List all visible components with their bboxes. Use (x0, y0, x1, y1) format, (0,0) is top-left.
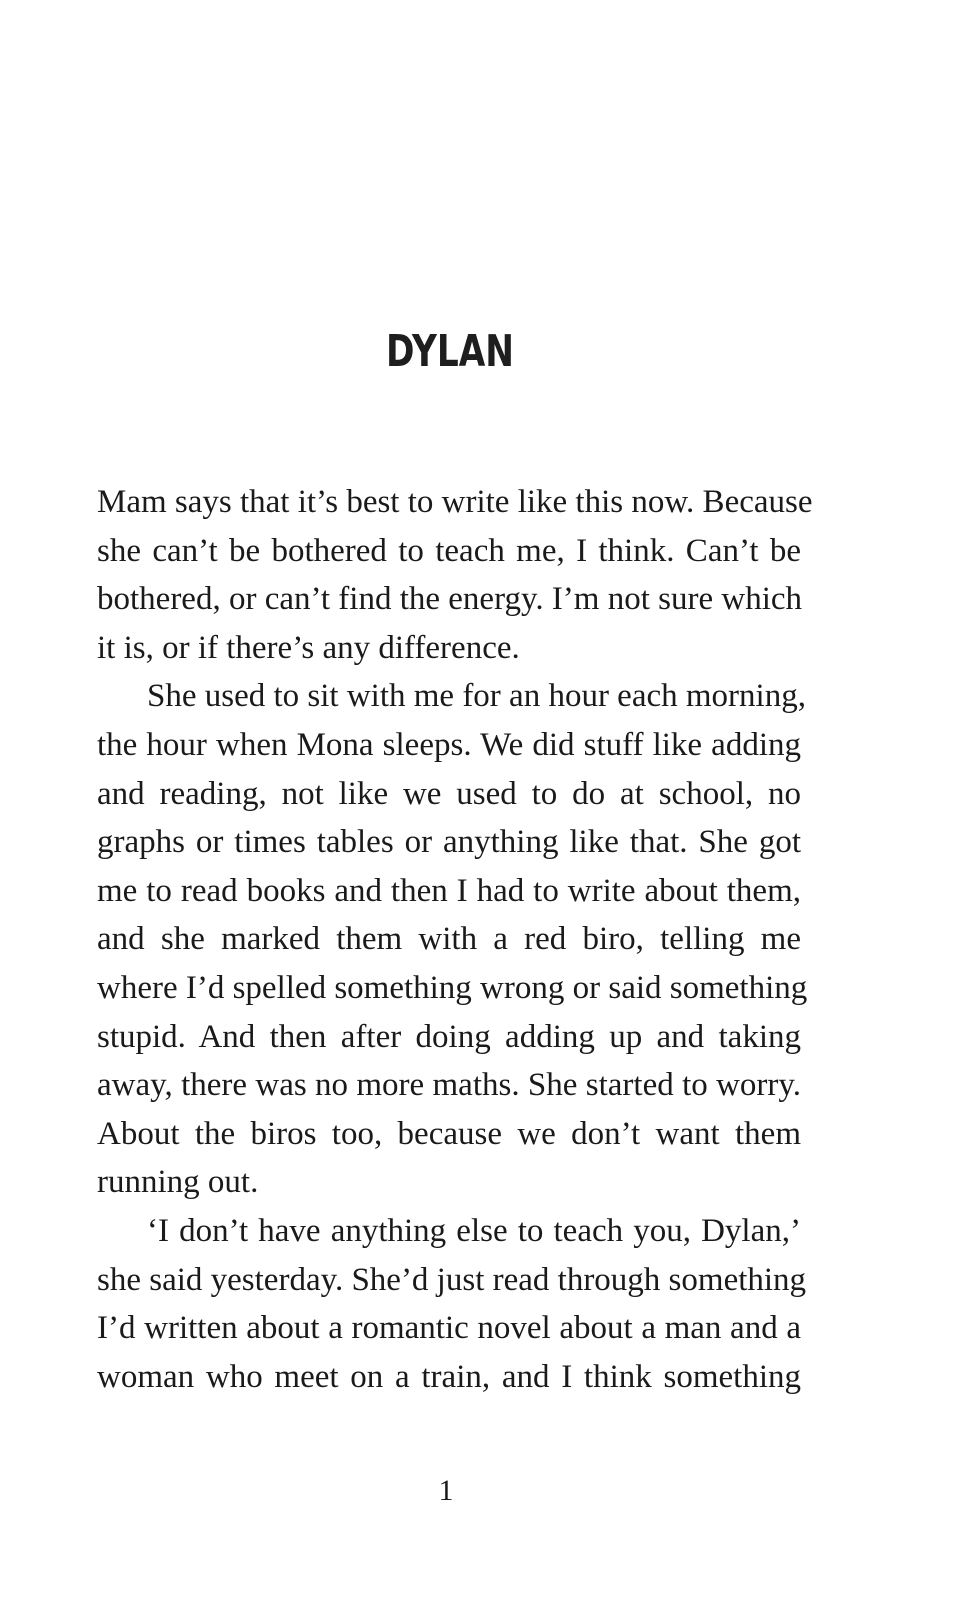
chapter-title: DYLAN (385, 326, 514, 377)
text-line: bothered, or can’t find the energy. I’m not sure which (97, 581, 803, 618)
text-line: running out. (97, 1164, 259, 1201)
paragraph-3 (97, 1207, 807, 1401)
text-line: woman who meet on a train, and I think something (97, 1358, 801, 1395)
text-line: ‘I don’t have anything else to teach you, Dylan,’ (147, 1212, 801, 1249)
paragraph-2 (97, 672, 808, 1207)
text-line: I’d written about a romantic novel about a man and a (97, 1310, 801, 1347)
text-line: stupid. And then after doing adding up and taking (97, 1018, 801, 1055)
text-line: she said yesterday. She’d just read through something (97, 1261, 807, 1298)
text-line: Mam says that it’s best to write like this now. Because (97, 484, 813, 520)
text-line: She used to sit with me for an hour each morning, (147, 678, 806, 715)
text-line: and she marked them with a red biro, telling me (97, 921, 801, 958)
text-line: graphs or times tables or anything like that. She got (97, 824, 801, 861)
text-line: where I’d spelled something wrong or said something (97, 969, 808, 1006)
text-line: it is, or if there’s any difference. (97, 629, 520, 666)
text-line: the hour when Mona sleeps. We did stuff like adding (97, 726, 801, 763)
page-number: 1 (438, 1474, 454, 1507)
paragraph-1 (97, 478, 813, 672)
text-line: About the biros too, because we don’t want them (97, 1115, 801, 1152)
body-text (97, 478, 813, 1401)
text-line: away, there was no more maths. She started to worry. (97, 1067, 801, 1104)
text-line: me to read books and then I had to write about them, (97, 872, 801, 909)
text-line: and reading, not like we used to do at school, no (97, 775, 801, 812)
text-line: she can’t be bothered to teach me, I think. Can’t be (97, 532, 801, 569)
